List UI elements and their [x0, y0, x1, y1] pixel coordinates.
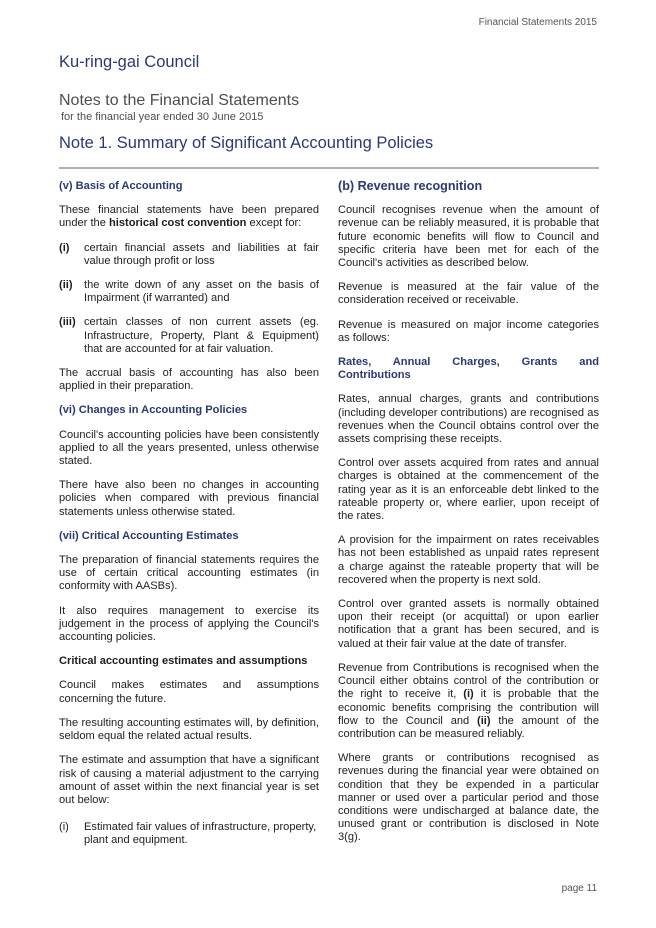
list-item-text: Estimated fair values of infrastructure, property, plant and equipment.: [84, 821, 317, 847]
right-column: [338, 180, 599, 856]
notes-title: Notes to the Financial Statements: [59, 92, 300, 109]
page-number: page 11: [561, 883, 597, 894]
paragraph: Where grants or contributions recognised as revenues during the financial year were obtained on condition that they be expended in a particular manner or used over a particular period and those conditions were undischarged at balance date, the unused grant or contribution is disclosed in Note 3(g).: [338, 752, 599, 844]
contributions-paragraph: [338, 662, 599, 741]
paragraph: Rates, annual charges, grants and contributions (including developer contributions) are recognised as revenues when the Council obtains control over the assets comprising these receipts.: [338, 393, 599, 446]
paragraph: Control over assets acquired from rates and annual charges is obtained at the commencement of the rating year as it is an enforceable debt linked to the rateable property or, where earlier, upon receipt of the rates.: [338, 457, 599, 523]
list-item-text: the write down of any asset on the basis of Impairment (if warranted) and: [84, 279, 319, 305]
section-heading-estimates: Critical accounting estimates and assumptions: [59, 655, 308, 668]
paragraph: Council recognises revenue when the amount of revenue can be reliably measured, it is probable that future economic benefits will flow to Council and specific criteria have been met for each of the Council's activities as described below.: [338, 204, 599, 270]
basis-intro-bold: historical cost convention: [108, 217, 247, 230]
notes-subtitle: for the financial year ended 30 June 2015: [61, 111, 264, 123]
list-item: [59, 316, 319, 356]
accrual-paragraph: The accrual basis of accounting has also been applied in their preparation.: [59, 367, 319, 393]
paragraph-text: Revenue from Contributions is recognised when the Council either obtains control of the contribution or the right to receive it,: [338, 661, 599, 701]
paragraph: It also requires management to exercise its judgement in the process of applying the Council's accounting policies.: [59, 604, 319, 644]
basis-intro-text: These financial statements have been prepared under the: [59, 204, 319, 230]
paragraph: Revenue is measured at the fair value of the consideration received or receivable.: [338, 281, 599, 307]
title-divider: [59, 167, 599, 169]
left-column: [59, 180, 319, 859]
list-item-number: (iii): [59, 316, 76, 329]
list-item-number: (ii): [59, 279, 73, 292]
paragraph-text: it is probable that the economic benefits comprising the contribution will flow to the Council and: [338, 688, 599, 727]
paragraph: The preparation of financial statements requires the use of certain critical accounting estimates (in conformity with AASBs).: [59, 554, 319, 593]
running-header: Financial Statements 2015: [478, 17, 597, 28]
paragraph: The resulting accounting estimates will, by definition, seldom equal the related actual results.: [59, 716, 319, 743]
note-title: Note 1. Summary of Significant Accounting Policies: [59, 134, 434, 152]
paragraph: A provision for the impairment on rates receivables has not been established as unpaid rates represent a charge against the rateable property that will be recovered when the property is next sold.: [338, 534, 599, 586]
paragraph: Council makes estimates and assumptions concerning the future.: [59, 679, 319, 705]
list-item: [59, 242, 319, 268]
organisation-name: Ku-ring-gai Council: [59, 53, 200, 71]
basis-intro: [59, 204, 319, 230]
paragraph: Control over granted assets is normally obtained upon their receipt (or acquittal) or upon earlier notification that a grant has been secured, and is valued at their fair value at the date of transfer.: [338, 598, 599, 650]
section-heading-changes: (vi) Changes in Accounting Policies: [59, 404, 248, 417]
section-heading-critical: (vii) Critical Accounting Estimates: [59, 529, 239, 542]
list-item-number: (i): [59, 241, 70, 254]
section-heading-rates: Rates, Annual Charges, Grants and Contributions: [338, 356, 599, 382]
paragraph: Revenue is measured on major income categories as follows:: [338, 318, 599, 344]
list-item: [59, 279, 319, 305]
list-item-text: certain classes of non current assets (eg. Infrastructure, Property, Plant & Equipment) that are accounted for at fair valuation.: [84, 316, 319, 355]
paragraph-text: the amount of the contribution can be measured reliably.: [338, 714, 599, 740]
section-heading-basis: (v) Basis of Accounting: [59, 180, 183, 192]
basis-intro-tail: except for:: [246, 217, 302, 230]
paragraph: Council's accounting policies have been consistently applied to all the years presented, unless otherwise stated.: [59, 428, 319, 468]
marker-ii: (ii): [477, 714, 491, 727]
list-item: [59, 821, 319, 847]
section-heading-revenue: (b) Revenue recognition: [338, 179, 483, 193]
list-item-number: (i): [59, 821, 69, 834]
marker-i: (i): [463, 688, 474, 701]
list-item-text: certain financial assets and liabilities at fair value through profit or loss: [84, 241, 319, 267]
paragraph: There have also been no changes in accounting policies when compared with previous financial statements unless otherwise stated.: [59, 479, 319, 518]
paragraph: The estimate and assumption that have a significant risk of causing a material adjustment to the carrying amount of asset within the next financial year is set out below:: [59, 754, 319, 806]
